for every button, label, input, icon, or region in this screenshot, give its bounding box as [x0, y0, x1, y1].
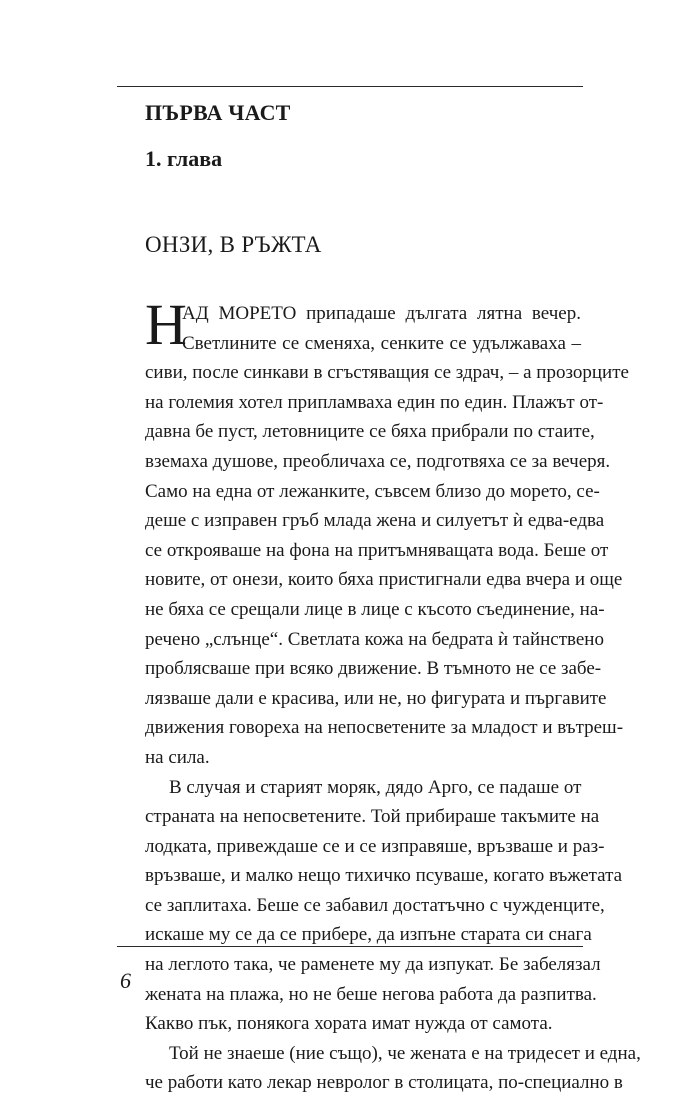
text-line: деше с изправен гръб млада жена и силуетът ѝ едва-едва [145, 510, 605, 532]
text-line: новите, от онези, които бяха пристигнали едва вчера и още [145, 569, 623, 591]
text-line: лязваше дали е красива, или не, но фигурата и пъргавите [145, 687, 607, 709]
part-title: ПЪРВА ЧАСТ [145, 100, 291, 125]
text-line: проблясваше при всяко движение. В тъмното не се забе- [145, 658, 602, 680]
text-line: се открояваше на фона на притъмняващата вода. Беше от [145, 539, 609, 561]
text-line: движения говореха на непосветените за младост и вътреш- [145, 717, 624, 739]
drop-cap: Н [145, 292, 187, 357]
text-line: искаше му се да се прибере, да изпъне старата си снага [145, 924, 592, 946]
text-line: вземаха душове, преобличаха се, подготвяха се за вечеря. [145, 450, 611, 472]
body-text [145, 299, 641, 1098]
top-rule [117, 86, 583, 87]
bottom-rule [117, 946, 583, 947]
text-line: жената на плажа, но не беше негова работа да разпитва. [145, 983, 597, 1005]
text-line: сиви, после синкави в сгъстяващия се здрач, – а прозорците [145, 362, 629, 384]
text-line: Само на една от лежанките, съвсем близо до морето, се- [145, 480, 600, 502]
chapter-title: 1. глава [145, 146, 223, 171]
text-line: Какво пък, понякога хората имат нужда от самота. [145, 1013, 553, 1035]
page-number: 6 [120, 968, 131, 993]
text-line: на леглото така, че раменете му да изпукат. Бе забелязал [145, 954, 601, 976]
text-line: речено „слънце“. Светлата кожа на бедрата ѝ тайнствено [145, 628, 604, 650]
text-line: лодката, привеждаше се и се изправяше, връзваше и раз- [145, 835, 605, 857]
text-line: се заплитаха. Беше се забавил достатъчно с чужденците, [145, 894, 605, 916]
text-line: че работи като лекар невролог в столицата, по-специално в [145, 1072, 623, 1094]
text-line: АД МОРЕТО припадаше дългата лятна вечер. [182, 303, 581, 324]
text-line: страната на непосветените. Той прибираше такъмите на [145, 806, 600, 828]
text-line: на сила. [145, 746, 210, 768]
text-line: не бяха се срещали лице в лице с късото съединение, на- [145, 598, 605, 620]
text-line: на големия хотел припламваха един по един. Плажът от- [145, 391, 604, 413]
text-line: връзваше, и малко нещо тихичко псуваше, когато въжетата [145, 865, 623, 887]
text-line: Той не знаеше (ние също), че жената е на тридесет и една, [169, 1042, 641, 1064]
text-line: давна бе пуст, летовниците се бяха прибрали по стаите, [145, 421, 595, 443]
story-title: ОНЗИ, В РЪЖТА [145, 232, 322, 257]
text-line: В случая и старият моряк, дядо Арго, се падаше от [169, 776, 582, 798]
text-line: Светлините се сменяха, сенките се удължаваха – [182, 332, 581, 354]
